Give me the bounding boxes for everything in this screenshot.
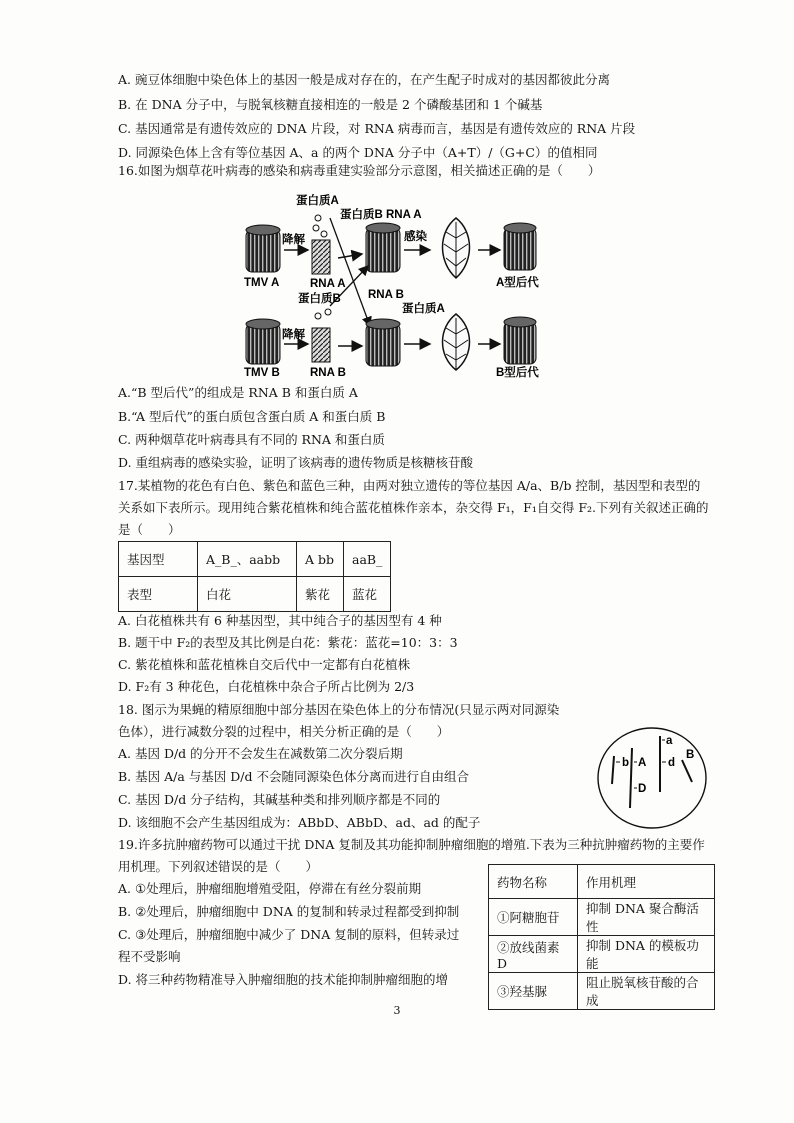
protein-a-second-label: 蛋白质A: [402, 303, 445, 315]
q17-stem-line-2: 关系如下表所示。现用纯合紫花植株和纯合蓝花植株作亲本，杂交得 F₁，F₁自交得 F₂.下列有关叙述正确的: [118, 500, 709, 515]
table-cell: 抑制 DNA 聚合酶活性: [578, 899, 715, 936]
q17-option-d: D. F₂有 3 种花色，白花植株中杂合子所占比例为 2/3: [118, 679, 415, 694]
infect-top-label: 感染: [404, 231, 427, 243]
table-cell: 基因型: [119, 542, 198, 577]
protein-a-label: 蛋白质A: [296, 195, 339, 207]
table-cell: 作用机理: [578, 865, 715, 899]
table-row: [119, 577, 391, 612]
q16-option-d: D. 重组病毒的感染实验，证明了该病毒的遗传物质是核糖核苷酸: [118, 455, 474, 470]
reconstructed-virus-bottom-icon: [366, 319, 400, 366]
rna-b-mid-label: RNA B: [368, 289, 404, 301]
table-cell: 表型: [119, 577, 198, 612]
rna-a-label: RNA A: [310, 278, 346, 290]
table-cell: 阻止脱氧核苷酸的合成: [578, 973, 715, 1010]
table-cell: 蓝花: [344, 577, 391, 612]
q17-stem-line-1: 17.某植物的花色有白色、紫色和蓝色三种，由两对独立遗传的等位基因 A/a、B/b 控制，基因型和表型的: [118, 478, 701, 493]
gene-b-upper-label: B: [686, 749, 695, 761]
protein-b-label: 蛋白质B: [298, 293, 341, 305]
table-cell: 白花: [198, 577, 297, 612]
q15-option-d: D. 同源染色体上含有等位基因 A、a 的两个 DNA 分子中（A+T）/（G+C）的值相同: [118, 145, 598, 160]
q18-option-a: A. 基因 D/d 的分开不会发生在减数第二次分裂后期: [118, 746, 403, 761]
q18-stem-line-2: 色体），进行减数分裂的过程中，相关分析正确的是（ ）: [118, 724, 450, 739]
gene-d-lower-label: d: [668, 757, 676, 769]
q17-option-b: B. 题干中 F₂的表型及其比例是白花：紫花：蓝花=10：3：3: [118, 635, 458, 650]
reconstructed-virus-top-icon: [366, 223, 400, 272]
q18-option-c: C. 基因 D/d 分子结构，其碱基种类和排列顺序都是不同的: [118, 792, 441, 807]
q17-stem-line-3: 是（ ）: [118, 522, 181, 537]
q19-drug-table: [488, 864, 715, 1010]
table-cell: ①阿糖胞苷: [489, 899, 578, 936]
q18-option-b: B. 基因 A/a 与基因 D/d 不会随同源染色体分离而进行自由组合: [118, 769, 469, 784]
q15-option-c: C. 基因通常是有遗传效应的 DNA 片段，对 RNA 病毒而言，基因是有遗传效应的 RNA 片段: [118, 121, 636, 136]
table-cell: 药物名称: [489, 865, 578, 899]
q19-stem-line-2: 用机理。下列叙述错误的是（ ）: [118, 859, 319, 874]
q19-option-d: D. 将三种药物精准导入肿瘤细胞的技术能抑制肿瘤细胞的增: [118, 972, 449, 987]
q17-option-c: C. 紫花植株和蓝花植株自交后代中一定都有白花植株: [118, 657, 411, 672]
q16-option-c: C. 两种烟草花叶病毒具有不同的 RNA 和蛋白质: [118, 432, 385, 447]
protein-b-rna-a-label: 蛋白质B RNA A: [340, 209, 422, 221]
b-type-offspring-icon: [504, 317, 536, 364]
tobacco-leaf-top-icon: [443, 218, 470, 278]
tobacco-leaf-bottom-icon: [443, 314, 470, 370]
q18-option-d: D. 该细胞不会产生基因组成为：ABbD、ABbD、ad、ad 的配子: [118, 815, 481, 830]
q16-stem: 16.如图为烟草花叶病毒的感染和病毒重建实验部分示意图，相关描述正确的是（ ）: [118, 163, 601, 178]
q15-option-b: B. 在 DNA 分子中，与脱氧核糖直接相连的一般是 2 个磷酸基团和 1 个碱基: [118, 97, 543, 112]
rna-a-coil-icon: [312, 215, 330, 274]
rna-b-coil-icon: [312, 309, 331, 362]
table-cell: 紫花: [297, 577, 344, 612]
table-row: [489, 899, 715, 936]
q19-option-c: C. ③处理后，肿瘤细胞中减少了 DNA 复制的原料，但转录过: [118, 927, 460, 942]
table-cell: aaB_: [344, 542, 391, 577]
page-number: 3: [393, 1004, 401, 1017]
gene-b-label: b: [622, 757, 630, 769]
q19-option-b: B. ②处理后，肿瘤细胞中 DNA 的复制和转录过程都受到抑制: [118, 904, 460, 919]
tmv-b-virus-icon: [246, 319, 280, 364]
q17-option-a: A. 白花植株共有 6 种基因型，其中纯合子的基因型有 4 种: [118, 613, 442, 628]
q16-option-a: A.“B 型后代”的组成是 RNA B 和蛋白质 A: [118, 385, 358, 400]
q17-genotype-table: [118, 541, 391, 612]
rna-b-label: RNA B: [310, 367, 346, 379]
q16-option-b: B.“A 型后代”的蛋白质包含蛋白质 A 和蛋白质 B: [118, 409, 386, 424]
table-cell: A_B_、aabb: [198, 542, 297, 577]
table-row: [489, 865, 715, 899]
gene-a-lower-label: a: [666, 735, 673, 747]
a-type-offspring-icon: [504, 223, 536, 270]
table-row: [489, 936, 715, 973]
gene-d-upper-label: D: [638, 783, 647, 795]
table-cell: A bb: [297, 542, 344, 577]
q19-option-a: A. ①处理后，肿瘤细胞增殖受阻，停滞在有丝分裂前期: [118, 881, 422, 896]
a-type-offspring-label: A型后代: [496, 277, 539, 289]
q16-virus-reconstruction-figure: [238, 188, 558, 380]
table-row: [119, 542, 391, 577]
b-type-offspring-label: B型后代: [496, 367, 539, 379]
degrade-top-label: 降解: [282, 234, 305, 246]
q18-chromosome-cell-figure: [594, 722, 712, 832]
table-cell: ②放线菌素 D: [489, 936, 578, 973]
q15-option-a: A. 豌豆体细胞中染色体上的基因一般是成对存在的，在产生配子时成对的基因都彼此分离: [118, 72, 610, 87]
tmv-b-label: TMV B: [244, 367, 280, 379]
table-cell: ③羟基脲: [489, 973, 578, 1010]
q19-option-c-continued: 程不受影响: [118, 949, 181, 964]
degrade-bottom-label: 降解: [282, 329, 305, 341]
table-cell: 抑制 DNA 的模板功能: [578, 936, 715, 973]
q18-stem-line-1: 18. 图示为果蝇的精原细胞中部分基因在染色体上的分布情况(只显示两对同源染: [118, 702, 560, 717]
tmv-a-virus-icon: [246, 225, 280, 272]
tmv-a-label: TMV A: [244, 277, 280, 289]
q19-stem-line-1: 19.许多抗肿瘤药物可以通过干扰 DNA 复制及其功能抑制肿瘤细胞的增殖.下表为三种抗肿瘤药物的主要作: [118, 837, 705, 852]
gene-a-upper-label: A: [638, 757, 647, 769]
